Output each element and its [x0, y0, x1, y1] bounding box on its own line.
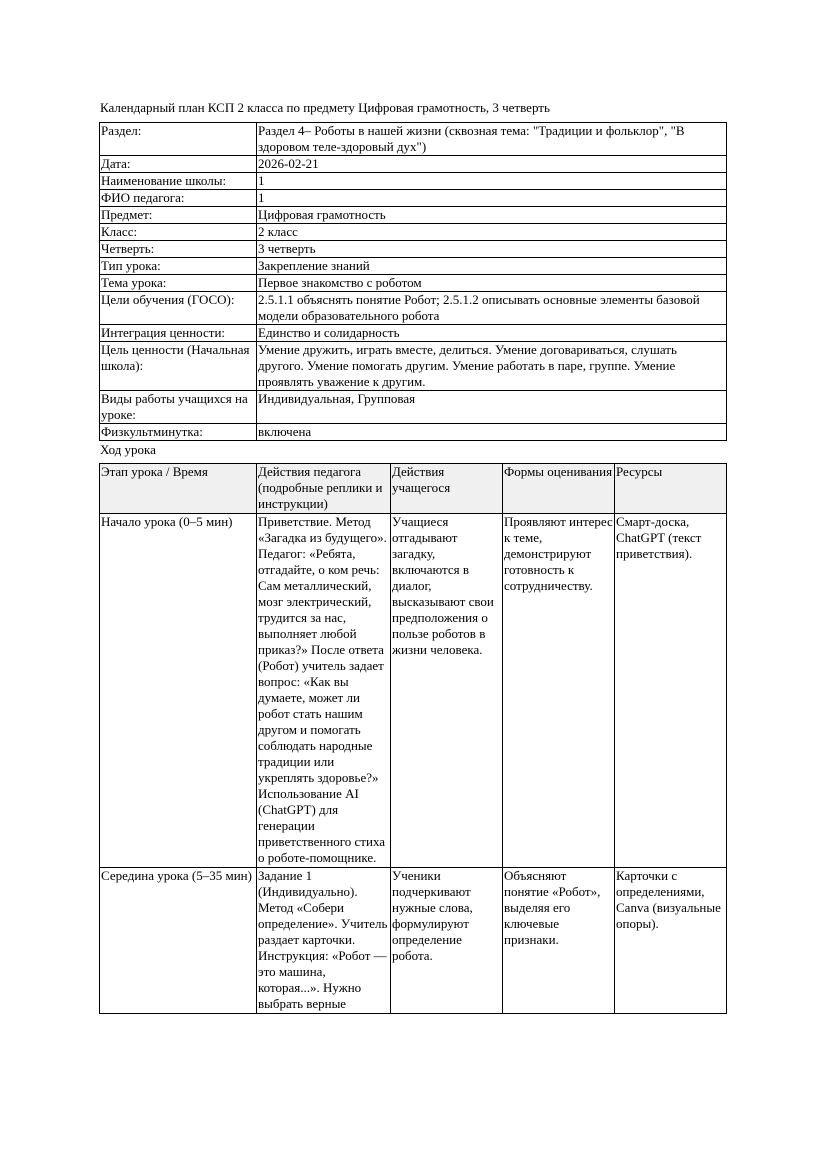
resources-cell: Смарт-доска, ChatGPT (текст приветствия).: [615, 514, 727, 868]
info-row-date: [100, 156, 727, 173]
student-actions-cell: Учащиеся отгадывают загадку, включаются в диалог, высказывают свои предположения о пользе роботов в жизни человека.: [391, 514, 503, 868]
info-value: Умение дружить, играть вместе, делиться. Умение договариваться, слушать другого. Умение помогать другим. Умение работать в паре, группе. Умение проявлять уважение к другим.: [257, 342, 727, 391]
info-label: Наименование школы:: [100, 173, 257, 190]
info-row-value-goal: [100, 342, 727, 391]
info-label: Тема урока:: [100, 275, 257, 292]
table-row: [100, 514, 727, 868]
assessment-cell: Объясняют понятие «Робот», выделяя его ключевые признаки.: [503, 868, 615, 1014]
info-label: Цель ценности (Начальная школа):: [100, 342, 257, 391]
info-value: Первое знакомство с роботом: [257, 275, 727, 292]
info-row-grade: [100, 224, 727, 241]
info-row-value-integration: [100, 325, 727, 342]
header-student-actions: Действия учащегося: [391, 464, 503, 514]
info-row-learning-goals: [100, 292, 727, 325]
info-label: Класс:: [100, 224, 257, 241]
header-stage-time: Этап урока / Время: [100, 464, 257, 514]
info-row-lesson-topic: [100, 275, 727, 292]
header-assessment: Формы оценивания: [503, 464, 615, 514]
document-page: [99, 99, 727, 1014]
info-value: 2026-02-21: [257, 156, 727, 173]
resources-cell: Карточки с определениями, Canva (визуальные опоры).: [615, 868, 727, 1014]
info-value: включена: [257, 424, 727, 441]
lesson-steps-table: [99, 463, 727, 1014]
teacher-actions-cell: Приветствие. Метод «Загадка из будущего». Педагог: «Ребята, отгадайте, о ком речь: Сам металлический, мозг электрический, трудится за нас, выполняет любой приказ?» После ответа (Робот) учитель задает вопрос: «Как вы думаете, может ли робот стать нашим другом и помогать соблюдать народные традиции или укреплять здоровье?» Использование AI (ChatGPT) для генерации приветственного стиха о роботе-помощнике.: [257, 514, 391, 868]
info-label: Тип урока:: [100, 258, 257, 275]
info-value: Закрепление знаний: [257, 258, 727, 275]
stage-time-cell: Начало урока (0–5 мин): [100, 514, 257, 868]
header-teacher-actions: Действия педагога (подробные реплики и инструкции): [257, 464, 391, 514]
info-row-school: [100, 173, 727, 190]
info-label: Раздел:: [100, 123, 257, 156]
info-value: 2 класс: [257, 224, 727, 241]
info-label: Предмет:: [100, 207, 257, 224]
info-value: 2.5.1.1 объяснять понятие Робот; 2.5.1.2 описывать основные элементы базовой модели образовательного робота: [257, 292, 727, 325]
lesson-progress-heading: Ход урока: [100, 442, 156, 457]
table-row: [100, 868, 727, 1014]
info-label: Цели обучения (ГОСО):: [100, 292, 257, 325]
info-label: Физкультминутка:: [100, 424, 257, 441]
info-label: Интеграция ценности:: [100, 325, 257, 342]
student-actions-cell: Ученики подчеркивают нужные слова, формулируют определение робота.: [391, 868, 503, 1014]
info-row-teacher: [100, 190, 727, 207]
info-value: Единство и солидарность: [257, 325, 727, 342]
info-value: 1: [257, 173, 727, 190]
stage-time-cell: Середина урока (5–35 мин): [100, 868, 257, 1014]
info-value: Цифровая грамотность: [257, 207, 727, 224]
info-value: 3 четверть: [257, 241, 727, 258]
info-row-lesson-type: [100, 258, 727, 275]
info-value: Раздел 4– Роботы в нашей жизни (сквозная тема: "Традиции и фольклор", "В здоровом теле-здоровый дух"): [257, 123, 727, 156]
document-title: Календарный план КСП 2 класса по предмету Цифровая грамотность, 3 четверть: [100, 100, 550, 115]
info-row-quarter: [100, 241, 727, 258]
info-row-section: [100, 123, 727, 156]
info-row-work-types: [100, 391, 727, 424]
header-resources: Ресурсы: [615, 464, 727, 514]
info-row-physical-break: [100, 424, 727, 441]
info-row-subject: [100, 207, 727, 224]
lesson-info-table: [99, 122, 727, 441]
info-label: Четверть:: [100, 241, 257, 258]
info-label: Виды работы учащихся на уроке:: [100, 391, 257, 424]
assessment-cell: Проявляют интерес к теме, демонстрируют готовность к сотрудничеству.: [503, 514, 615, 868]
info-value: 1: [257, 190, 727, 207]
info-value: Индивидуальная, Групповая: [257, 391, 727, 424]
steps-header-row: [100, 464, 727, 514]
info-label: Дата:: [100, 156, 257, 173]
info-label: ФИО педагога:: [100, 190, 257, 207]
teacher-actions-cell: Задание 1 (Индивидуально). Метод «Собери определение». Учитель раздает карточки. Инструкция: «Робот — это машина, которая...». Нужно выбрать верные: [257, 868, 391, 1014]
